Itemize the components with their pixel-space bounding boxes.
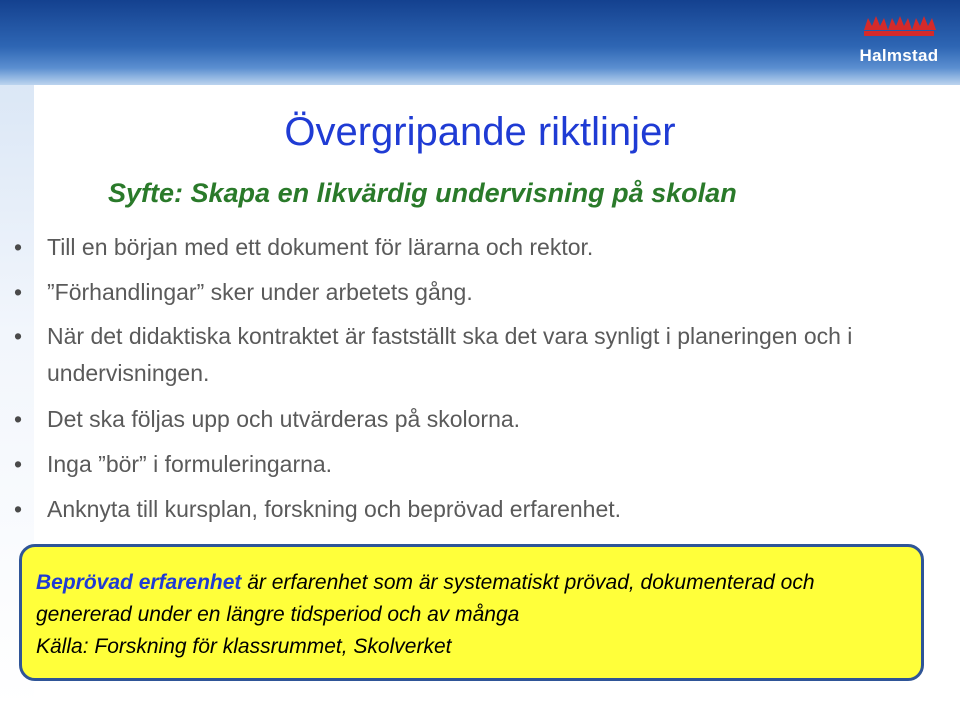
bullet-item: • Inga ”bör” i formuleringarna.: [10, 447, 910, 481]
bullet-item: • Till en början med ett dokument för lärarna och rektor.: [10, 230, 910, 264]
definition-body: är erfarenhet som är systematiskt prövad, dokumenterad och genererad under en längre tidsperiod och av många: [36, 571, 815, 626]
slide-title: Övergripande riktlinjer: [284, 110, 676, 154]
definition-callout: [19, 544, 924, 681]
slide-subtitle: Syfte: Skapa en likvärdig undervisning på skolan: [108, 178, 737, 208]
bullet-item: • Anknyta till kursplan, forskning och beprövad erfarenhet.: [10, 492, 910, 526]
bullet-list: [10, 230, 910, 537]
crown-icon: [862, 14, 936, 42]
halmstad-logo: [854, 14, 944, 72]
bullet-item: • Det ska följas upp och utvärderas på skolorna.: [10, 402, 910, 436]
bullet-item: • När det didaktiska kontraktet är fastställt ska det vara synligt i planeringen och i undervisningen.: [10, 318, 910, 392]
definition-text: [36, 567, 907, 631]
definition-source: Källa: Forskning för klassrummet, Skolverket: [36, 635, 452, 658]
header-band: [0, 0, 960, 85]
logo-text: Halmstad: [859, 46, 939, 65]
definition-term: Beprövad erfarenhet: [36, 571, 242, 594]
bullet-item: • ”Förhandlingar” sker under arbetets gång.: [10, 275, 910, 309]
